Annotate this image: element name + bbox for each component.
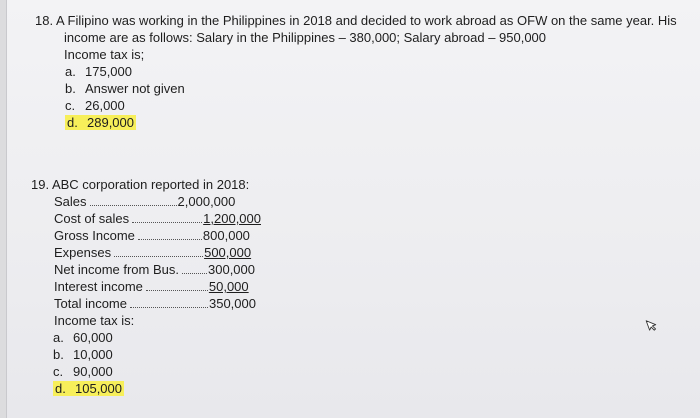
row-label: Interest income [54,279,143,294]
q18-option-c [35,97,677,114]
option-text: 175,000 [85,64,132,79]
row-label: Cost of sales [54,211,130,226]
highlighted-answer [65,115,136,130]
q18-option-b [35,80,677,97]
leader-dots [138,229,202,240]
q18-line2: income are as follows: Salary in the Philippines – 380,000; Salary abroad – 950,000 [64,30,547,45]
option-letter: c. [53,364,64,379]
q19-question: Income tax is: [54,313,135,328]
q19-line1: 19. ABC corporation reported in 2018: [31,177,250,192]
row-label: Gross Income [54,228,135,243]
option-text: 26,000 [85,98,125,113]
q18-line3: Income tax is; [64,47,145,62]
leader-dots [132,212,202,223]
q19-option-b [31,346,261,363]
option-text: 10,000 [73,347,113,362]
option-letter: a. [53,330,64,345]
option-letter: d. [67,115,78,130]
row-amount: 350,000 [208,296,256,311]
q19-option-a [31,329,261,346]
row-amount: 800,000 [202,228,250,243]
document-page [6,0,700,418]
row-amount: 300,000 [208,262,255,277]
q18-option-a [35,63,677,80]
statement-row-interest-income [54,278,261,295]
q19-options [31,329,261,397]
option-letter: a. [65,64,76,79]
arrow-cursor-icon [645,318,659,332]
leader-dots [114,246,203,257]
option-text: 60,000 [73,330,113,345]
row-amount: 2,000,000 [177,194,236,209]
statement-row-expenses [54,244,261,261]
statement-row-total-income [54,295,261,312]
row-amount: 50,000 [208,279,249,294]
q18-options [35,63,677,131]
q19-option-d [31,380,261,397]
income-statement [31,193,261,329]
option-letter: b. [53,347,64,362]
question-18 [35,12,677,131]
option-text: 105,000 [75,381,122,396]
option-text: 90,000 [73,364,113,379]
q19-option-c [31,363,261,380]
row-label: Sales [54,194,87,209]
row-amount: 500,000 [204,245,252,260]
q18-option-d [35,114,677,131]
option-text: Answer not given [85,81,185,96]
leader-dots [182,263,207,274]
statement-row-gross-income [54,227,261,244]
option-letter: c. [65,98,76,113]
statement-row-sales [54,193,261,210]
question-19 [31,176,261,397]
highlighted-answer [53,381,124,396]
option-letter: d. [55,381,66,396]
leader-dots [130,297,208,308]
row-label: Expenses [54,245,112,260]
statement-row-cost-of-sales [54,210,261,227]
row-amount: 1,200,000 [203,211,261,226]
leader-dots [146,280,208,291]
row-label: Net income from Bus. [54,262,179,277]
option-text: 289,000 [87,115,134,130]
statement-row-net-income-from-bus [54,261,261,278]
option-letter: b. [65,81,76,96]
q18-line1: 18. A Filipino was working in the Philippines in 2018 and decided to work abroad as OFW on the same year. His [35,13,677,28]
row-label: Total income [54,296,127,311]
leader-dots [90,195,177,206]
